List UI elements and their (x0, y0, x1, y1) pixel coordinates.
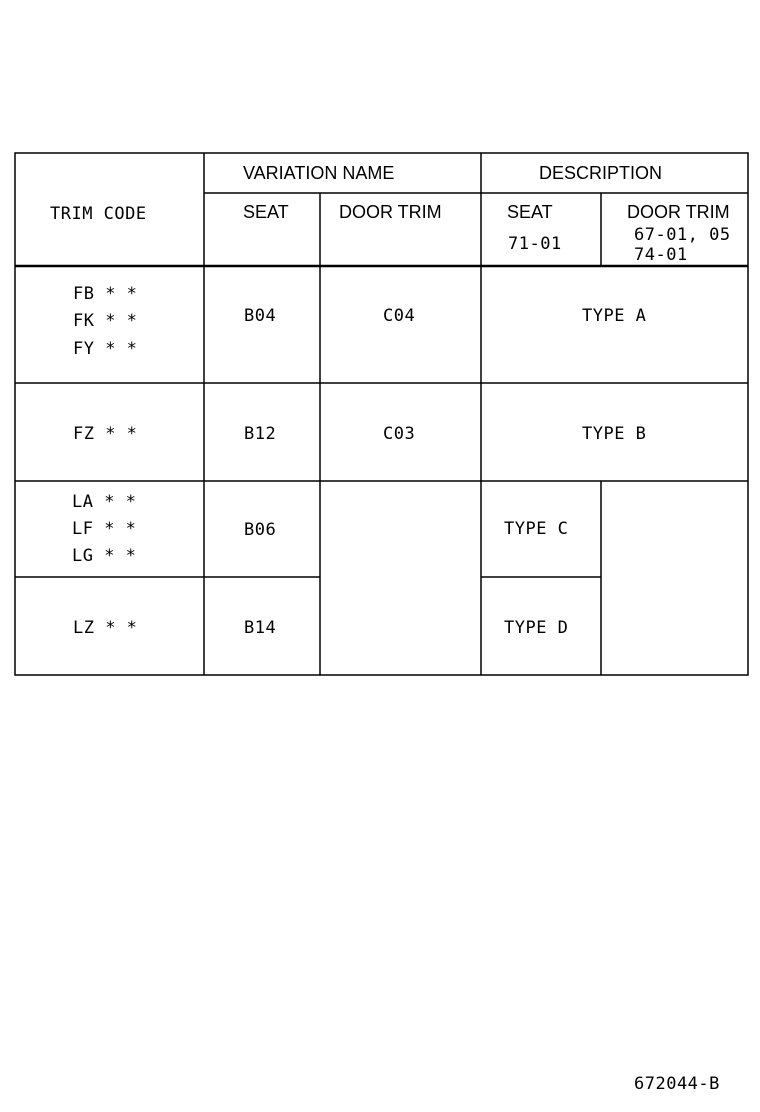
description-type: TYPE B (582, 424, 647, 444)
header-trim-code: TRIM CODE (50, 204, 147, 224)
header-description: DESCRIPTION (539, 163, 663, 183)
description-type: TYPE C (504, 519, 569, 539)
trim-code: FY * * (73, 339, 138, 359)
seat-code: B04 (244, 306, 277, 326)
seat-code: B14 (244, 618, 277, 638)
trim-code: FK * * (73, 311, 138, 331)
table-row (73, 424, 646, 444)
trim-code: FB * * (73, 284, 138, 304)
header-desc-door-ref-2: 74-01 (634, 245, 688, 265)
header-seat: SEAT (243, 202, 289, 222)
header-variation-name: VARIATION NAME (243, 163, 395, 183)
seat-code: B06 (244, 520, 277, 540)
trim-code: FZ * * (73, 424, 138, 444)
seat-code: B12 (244, 424, 277, 444)
header-desc-seat: SEAT (507, 202, 553, 222)
description-type: TYPE A (582, 306, 647, 326)
header-desc-seat-ref: 71-01 (508, 234, 562, 254)
header-door-trim: DOOR TRIM (339, 202, 442, 222)
trim-code: LZ * * (73, 618, 138, 638)
door-trim-code: C04 (383, 306, 416, 326)
table-row (73, 284, 646, 359)
trim-code: LG * * (72, 546, 137, 566)
door-trim-code: C03 (383, 424, 416, 444)
header-desc-door-trim: DOOR TRIM (627, 202, 730, 222)
trim-code: LF * * (72, 519, 137, 539)
description-type: TYPE D (504, 618, 569, 638)
trim-code: LA * * (72, 492, 137, 512)
reference-code: 672044-B (634, 1074, 720, 1094)
header-desc-door-ref-1: 67-01, 05 (634, 225, 731, 245)
